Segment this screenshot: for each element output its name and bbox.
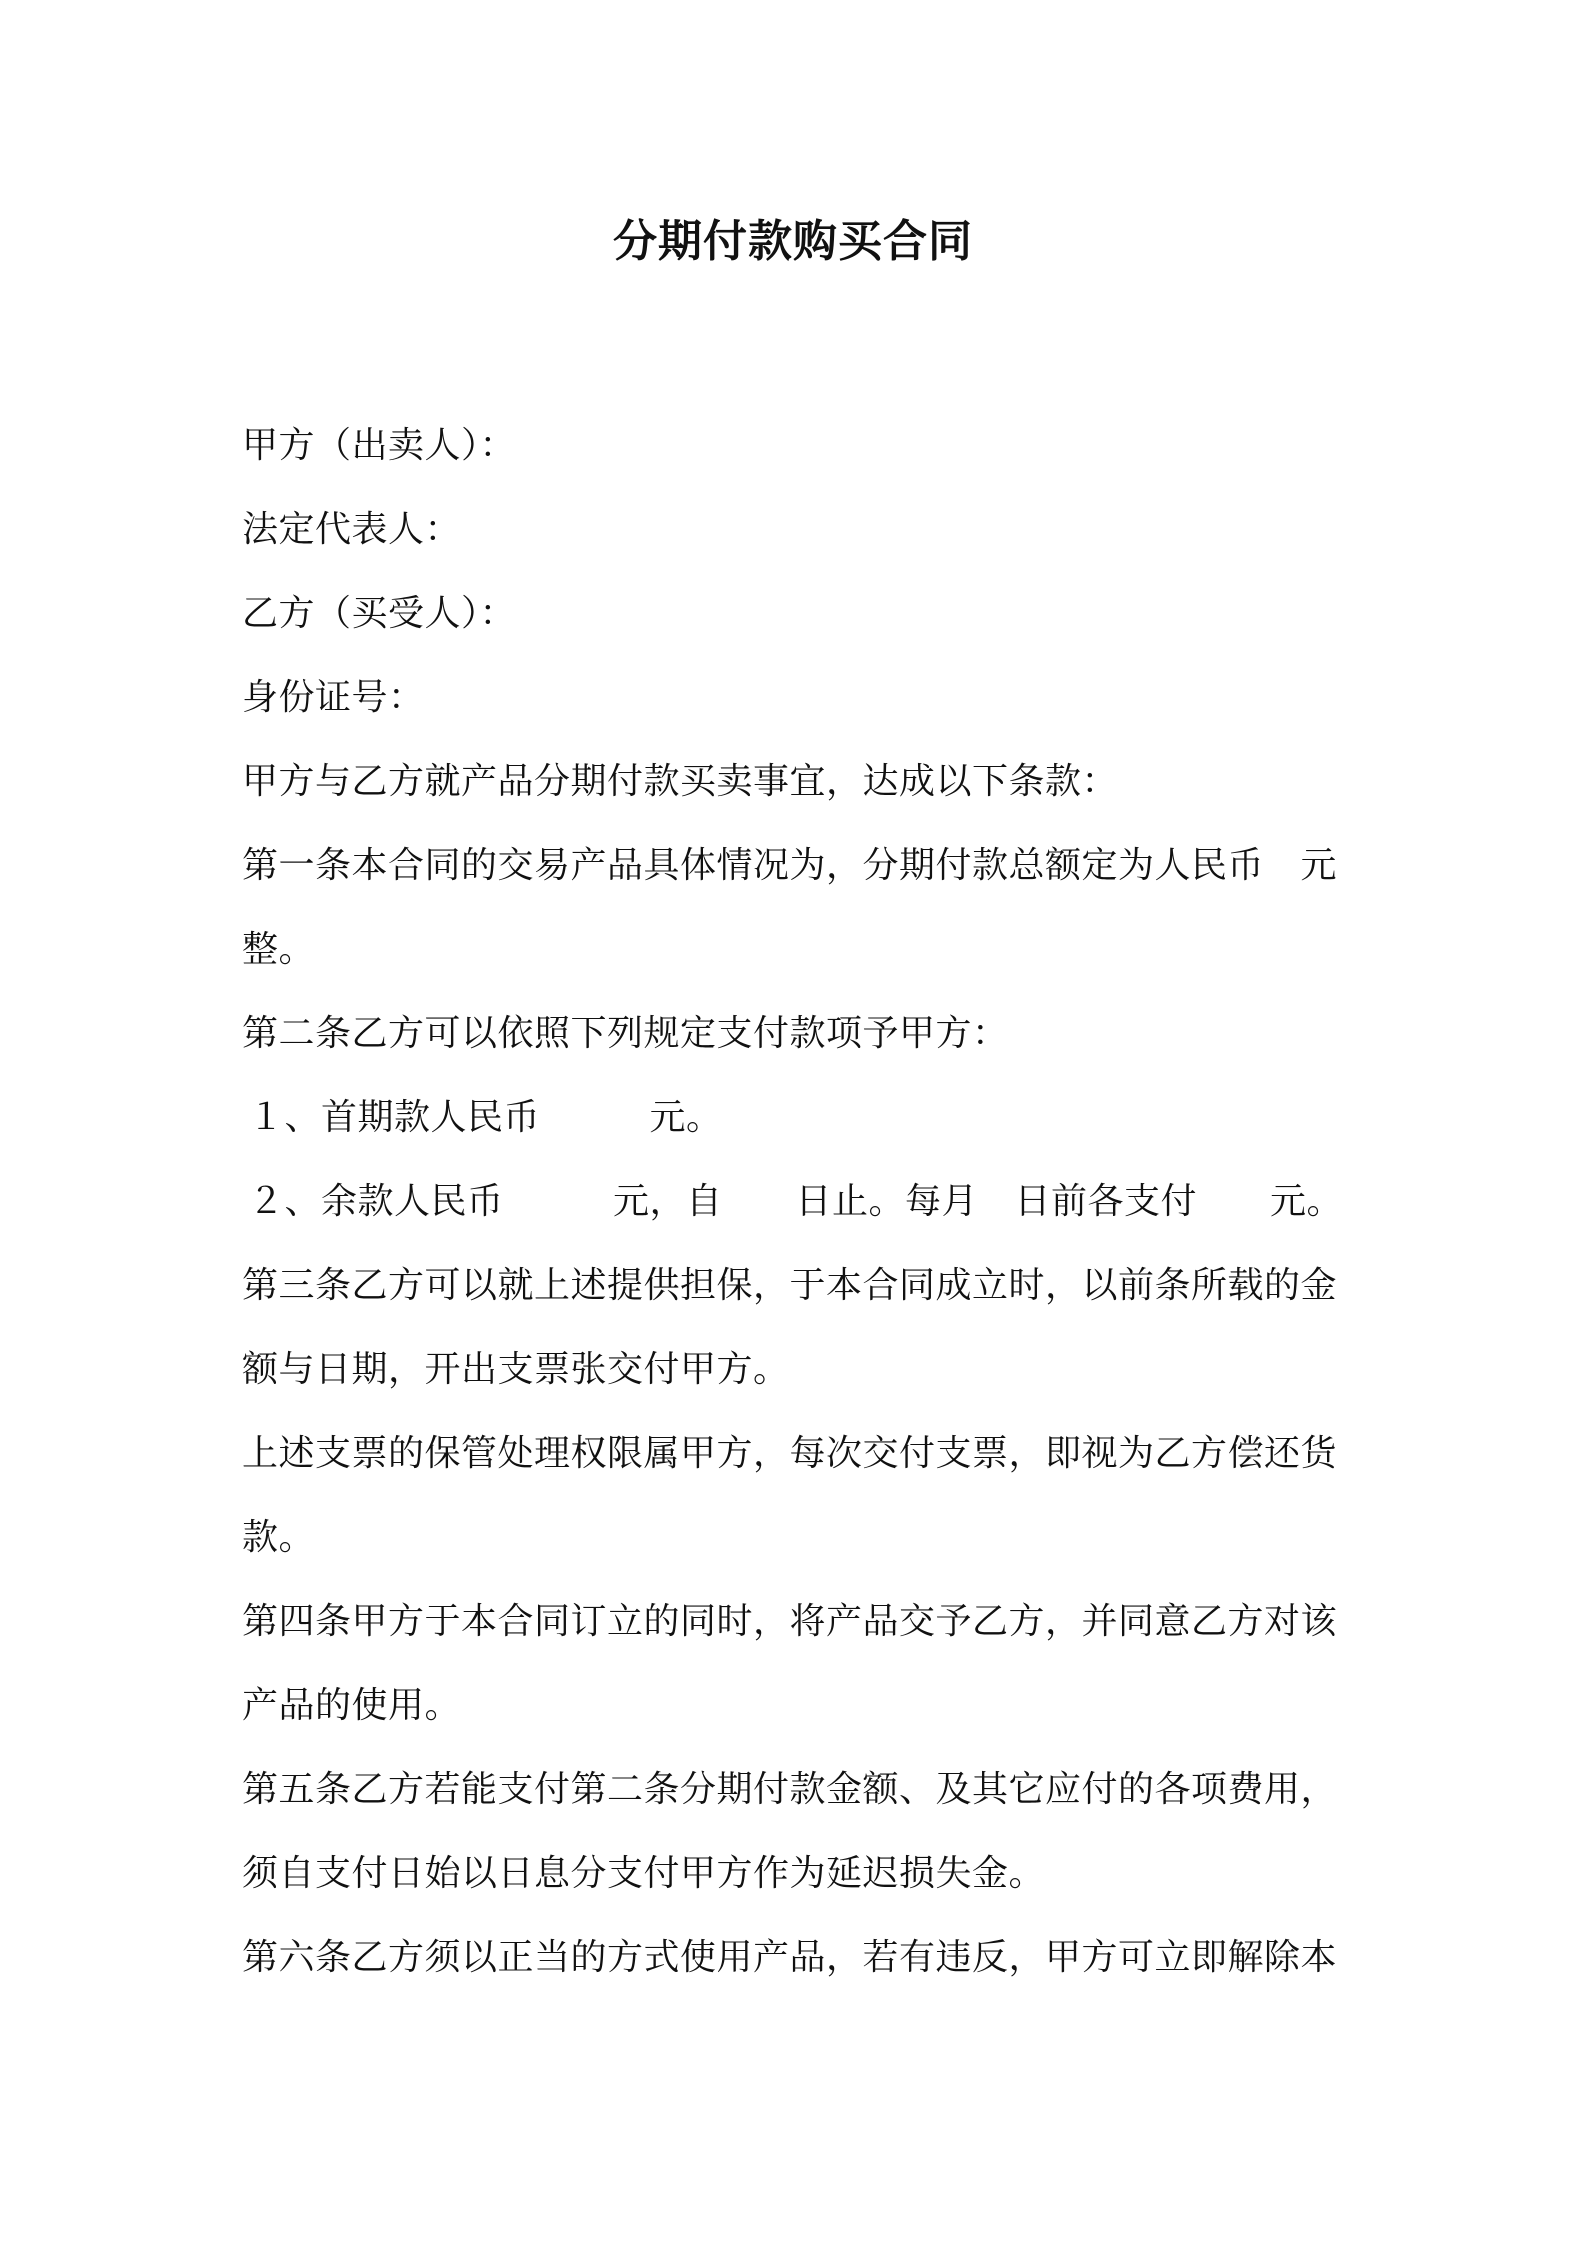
article-4-line-1: 第四条甲方于本合同订立的同时，将产品交予乙方，并同意乙方对该 (242, 1601, 1338, 1642)
id-number-line: 身份证号： (242, 677, 425, 718)
article-2-item-2: ２、余款人民币 元，自 日止。每月 日前各支付 元。 (248, 1181, 1344, 1222)
article-2-item-1: １、首期款人民币 元。 (248, 1097, 723, 1138)
article-3-line-2: 额与日期，开出支票张交付甲方。 (242, 1349, 790, 1390)
agreement-intro-line: 甲方与乙方就产品分期付款买卖事宜，达成以下条款： (242, 761, 1119, 802)
legal-representative-line: 法定代表人： (242, 509, 462, 550)
party-a-line: 甲方（出卖人）： (242, 425, 517, 466)
article-4-line-2: 产品的使用。 (242, 1685, 462, 1726)
check-custody-line-1: 上述支票的保管处理权限属甲方，每次交付支票，即视为乙方偿还货 (242, 1433, 1338, 1474)
document-title: 分期付款购买合同 (613, 216, 973, 267)
document-body (242, 404, 1352, 2000)
article-3-line-1: 第三条乙方可以就上述提供担保，于本合同成立时，以前条所载的金 (242, 1265, 1338, 1306)
check-custody-line-2: 款。 (242, 1517, 316, 1558)
article-5-line-1: 第五条乙方若能支付第二条分期付款金额、及其它应付的各项费用， (242, 1769, 1338, 1810)
article-1-line-1: 第一条本合同的交易产品具体情况为，分期付款总额定为人民币 元 (242, 845, 1338, 886)
article-1-line-2: 整。 (242, 929, 316, 970)
article-5-line-2: 须自支付日始以日息分支付甲方作为延迟损失金。 (242, 1853, 1046, 1894)
article-2-line: 第二条乙方可以依照下列规定支付款项予甲方： (242, 1013, 1009, 1054)
article-6-line-1: 第六条乙方须以正当的方式使用产品，若有违反，甲方可立即解除本 (242, 1937, 1338, 1978)
party-b-line: 乙方（买受人）： (242, 593, 517, 634)
